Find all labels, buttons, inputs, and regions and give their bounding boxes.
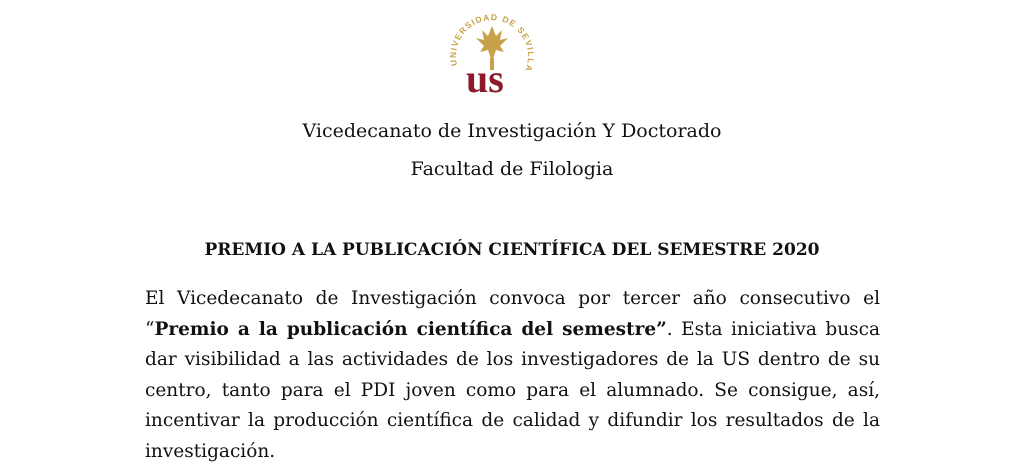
- department-name: Vicedecanato de Investigación Y Doctorado: [302, 120, 722, 142]
- logo-monogram: us: [466, 56, 504, 100]
- intro-paragraph: [145, 284, 880, 467]
- document-title: PREMIO A LA PUBLICACIÓN CIENTÍFICA DEL SEMESTRE 2020: [204, 240, 820, 260]
- university-logo: [446, 8, 538, 100]
- paragraph-text-end: . Esta iniciativa busca dar visibilidad a las actividades de los investigadores de la US dentro de su centro, tanto para el PDI joven como para el alumnado. Se consigue, así, incentivar la producción científica de calidad y difundir los resultados de la investigación.: [145, 318, 880, 462]
- paragraph-text-start: El Vicedecanato de Investigación convoca por tercer año consecutivo el: [145, 288, 880, 309]
- logo-circular-text: UNIVERSIDAD DE SEVILLA: [447, 12, 537, 74]
- quote-close: ”: [656, 318, 667, 340]
- university-seal-icon: [446, 8, 538, 100]
- faculty-name: Facultad de Filologia: [410, 158, 614, 180]
- quote-open: “: [145, 318, 155, 340]
- award-name: Premio a la publicación científica del semestre: [154, 318, 657, 340]
